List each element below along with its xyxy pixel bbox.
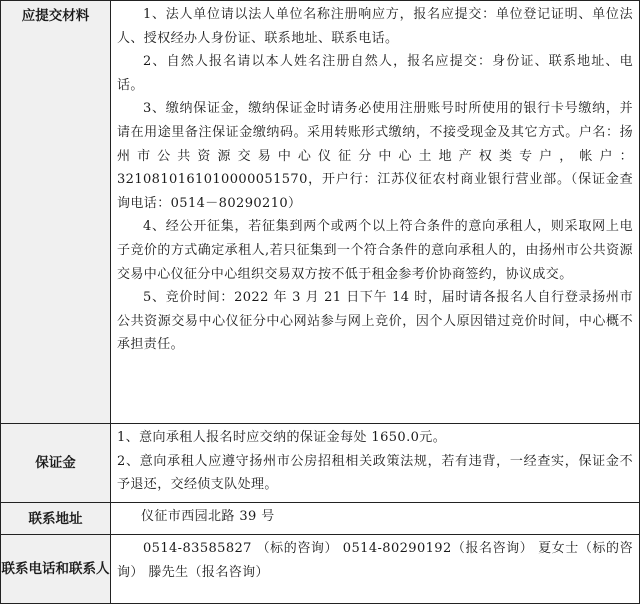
table-row-contact (1, 535, 640, 604)
address-content (111, 503, 640, 535)
address-text: 仪征市西园北路 39 号 (141, 509, 275, 524)
materials-item-1: 1、法人单位请以法人单位名称注册响应方，报名应提交：单位登记证明、单位法人、授权经办人身份证、联系地址、联系电话。 (117, 7, 633, 46)
row-label-contact: 联系电话和联系人 (1, 535, 111, 604)
materials-content (111, 1, 640, 424)
contact-text: 0514-83585827 （标的咨询） 0514-80290192（报名咨询） 夏女士（标的咨询） 滕先生（报名咨询） (117, 541, 633, 580)
contact-content (111, 535, 640, 604)
materials-item-5: 5、竞价时间：2022 年 3 月 21 日下午 14 时，届时请各报名人自行登录扬州市公共资源交易中心仪征分中心网站参与网上竞价，因个人原因错过竞价时间，中心概不承担责任。 (117, 290, 633, 353)
deposit-content (111, 424, 640, 503)
row-label-deposit: 保证金 (1, 424, 111, 503)
materials-item-2: 2、自然人报名请以本人姓名注册自然人，报名应提交：身份证、联系地址、电话。 (117, 54, 633, 93)
deposit-item-1: 1、意向承租人报名时应交纳的保证金每处 1650.0元。 (117, 430, 447, 445)
table-row-deposit (1, 424, 640, 503)
materials-item-3: 3、缴纳保证金，缴纳保证金时请务必使用注册账号时所使用的银行卡号缴纳，并请在用途里备注保证金缴纳码。采用转账形式缴纳，不接受现金及其它方式。户名：扬州市公共资源交易中心仪征分中心土地产权类专户，帐户：3210810161010000051570，开户行：江苏仪征农村商业银行营业部。（保证金查询电话：0514－80290210） (117, 101, 633, 211)
deposit-item-2: 2、意向承租人应遵守扬州市公房招租相关政策法规，若有违背，一经查实，保证金不予退还，交经侦支队处理。 (117, 453, 633, 493)
row-label-materials: 应提交材料 (1, 1, 111, 424)
table-row-materials (1, 1, 640, 424)
row-label-address: 联系地址 (1, 503, 111, 535)
table-row-address (1, 503, 640, 535)
materials-item-4: 4、经公开征集，若征集到两个或两个以上符合条件的意向承租人，则采取网上电子竞价的方式确定承租人,若只征集到一个符合条件的意向承租人的，由扬州市公共资源交易中心仪征分中心组织交易双方按不低于租金参考价协商签约，协议成交。 (117, 219, 633, 282)
